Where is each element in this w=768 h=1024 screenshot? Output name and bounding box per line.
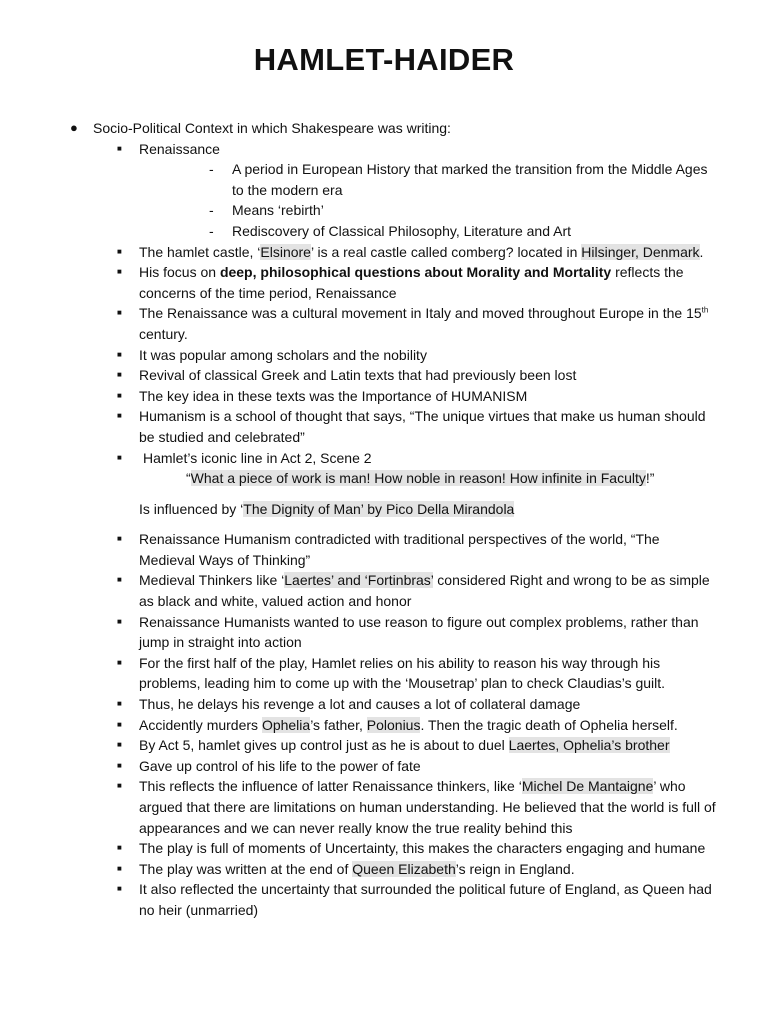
list-item xyxy=(0,242,719,263)
text: ’ who argued that there are limitations on human understanding. He believed that the world is full of appearances and we can never really know the true reality behind this xyxy=(139,778,716,836)
list-item xyxy=(0,694,719,715)
highlighted-text: Queen Elizabeth xyxy=(352,860,456,877)
square-bullet-icon: ■ xyxy=(117,884,122,894)
highlighted-text: Ophelia xyxy=(261,716,311,733)
text: This reflects the influence of latter Renaissance thinkers, like ‘ xyxy=(139,778,522,795)
highlighted-text: Laertes’ and ‘Fortinbras’ xyxy=(284,572,434,589)
list-item xyxy=(0,448,719,469)
list-item xyxy=(0,365,719,386)
document-body xyxy=(0,118,768,921)
highlighted-text: The Dignity of Man’ by Pico Della Mirandola xyxy=(243,500,515,517)
highlighted-text: Laertes, Ophelia’s brother xyxy=(508,737,670,754)
list-item xyxy=(0,139,719,160)
square-bullet-icon: ■ xyxy=(117,863,122,873)
square-bullet-icon: ■ xyxy=(117,349,122,359)
renaissance-point: A period in European History that marked the transition from the Middle Ages to the modern era xyxy=(232,161,708,198)
list-item xyxy=(0,612,719,653)
list-item xyxy=(0,838,719,859)
bullet-icon: ● xyxy=(70,120,78,135)
text: . Then the tragic death of Ophelia herself. xyxy=(420,716,678,733)
square-bullet-icon: ■ xyxy=(117,740,122,750)
text: The key idea in these texts was the Importance of HUMANISM xyxy=(139,387,528,404)
text: Hamlet’s iconic line in Act 2, Scene 2 xyxy=(143,449,372,466)
square-bullet-icon: ■ xyxy=(117,719,122,729)
square-bullet-icon: ■ xyxy=(117,657,122,667)
text: Is influenced by ‘ xyxy=(139,500,244,517)
text: Thus, he delays his revenge a lot and causes a lot of collateral damage xyxy=(139,696,581,713)
text: Renaissance Humanists wanted to use reason to figure out complex problems, rather than jump in straight into action xyxy=(139,613,699,651)
square-bullet-icon: ■ xyxy=(117,452,122,462)
text: century. xyxy=(139,325,188,342)
square-bullet-icon: ■ xyxy=(117,575,122,585)
square-bullet-icon: ■ xyxy=(117,370,122,380)
quote-line xyxy=(0,468,746,489)
text: !” xyxy=(645,470,655,487)
square-bullet-icon: ■ xyxy=(117,699,122,709)
text: ’s reign in England. xyxy=(455,860,575,877)
text: The Renaissance was a cultural movement in Italy and moved throughout Europe in the 15 xyxy=(139,305,702,322)
text: “ xyxy=(186,470,191,487)
dash-icon: - xyxy=(209,202,214,219)
page-title: HAMLET-HAIDER xyxy=(253,42,515,77)
list-item xyxy=(0,262,719,303)
square-bullet-icon: ■ xyxy=(117,781,122,791)
list-item xyxy=(0,756,719,777)
square-bullet-icon: ■ xyxy=(117,411,122,421)
main-bullet-text: Socio-Political Context in which Shakespeare was writing: xyxy=(93,120,451,136)
text: Accidently murders xyxy=(139,716,262,733)
text: His focus on xyxy=(139,264,220,281)
text: The play was written at the end of xyxy=(139,860,353,877)
text: The play is full of moments of Uncertainty, this makes the characters engaging and humane xyxy=(139,840,706,857)
square-bullet-icon: ■ xyxy=(117,760,122,770)
square-bullet-icon: ■ xyxy=(117,843,122,853)
list-item xyxy=(0,529,719,570)
list-item xyxy=(0,859,719,880)
text: For the first half of the play, Hamlet relies on his ability to reason his way through his problems, leading him to come up with the ‘Mousetrap’ plan to check Claudias’s guilt. xyxy=(139,654,666,692)
text: It also reflected the uncertainty that surrounded the political future of England, as Queen had no heir (unmarried) xyxy=(139,881,712,918)
text: It was popular among scholars and the nobility xyxy=(139,346,427,363)
square-bullet-icon: ■ xyxy=(117,616,122,626)
list-item xyxy=(0,570,719,611)
text: Gave up control of his life to the power of fate xyxy=(139,757,421,774)
list-item xyxy=(0,221,712,242)
square-bullet-icon: ■ xyxy=(117,390,122,400)
square-bullet-icon: ■ xyxy=(117,308,122,318)
renaissance-point: Means ‘rebirth’ xyxy=(232,202,324,219)
square-bullet-icon: ■ xyxy=(117,267,122,277)
list-item xyxy=(0,735,719,756)
square-bullet-icon: ■ xyxy=(117,246,122,256)
text: The hamlet castle, ‘ xyxy=(139,243,261,260)
text: By Act 5, hamlet gives up control just as he is about to duel xyxy=(139,737,509,754)
text: considered Right and wrong to be as simple as black and white, valued action and honor xyxy=(139,572,710,610)
dash-icon: - xyxy=(209,222,214,239)
dash-icon: - xyxy=(209,161,214,178)
renaissance-label: Renaissance xyxy=(139,140,220,157)
square-bullet-icon: ■ xyxy=(117,143,122,153)
text: Medieval Thinkers like ‘ xyxy=(139,572,285,589)
list-item xyxy=(0,303,719,344)
list-item xyxy=(0,715,719,736)
text: Revival of classical Greek and Latin texts that had previously been lost xyxy=(139,367,577,384)
highlighted-text: Michel De Mantaigne xyxy=(521,778,654,795)
renaissance-point: Rediscovery of Classical Philosophy, Literature and Art xyxy=(232,222,572,239)
list-item xyxy=(0,345,719,366)
text: Humanism is a school of thought that says, “The unique virtues that make us human should be studied and celebrated” xyxy=(139,408,706,445)
highlighted-text: Polonius xyxy=(366,716,421,733)
highlighted-text: Hilsinger, Denmark xyxy=(581,243,700,260)
text: ’ is a real castle called comberg? located in xyxy=(310,243,582,260)
bold-text: deep, philosophical questions about Morality and Mortality xyxy=(219,264,612,281)
list-item xyxy=(0,653,719,694)
influence-paragraph xyxy=(0,499,719,520)
text: reflects the concerns of the time period, Renaissance xyxy=(139,264,684,301)
text: ’s father, xyxy=(310,716,367,733)
text: Renaissance Humanism contradicted with traditional perspectives of the world, “The Medieval Ways of Thinking” xyxy=(139,531,660,568)
list-item xyxy=(0,386,719,407)
list-item xyxy=(0,776,719,838)
square-bullet-icon: ■ xyxy=(117,534,122,544)
list-item xyxy=(0,406,719,447)
text: . xyxy=(699,243,704,260)
list-item xyxy=(0,200,712,221)
list-item xyxy=(0,118,768,139)
list-item xyxy=(0,159,712,200)
list-item xyxy=(0,879,719,920)
highlighted-quote: What a piece of work is man! How noble in reason! How infinite in Faculty xyxy=(190,470,646,487)
superscript: th xyxy=(701,305,709,315)
highlighted-text: Elsinore xyxy=(260,243,311,260)
